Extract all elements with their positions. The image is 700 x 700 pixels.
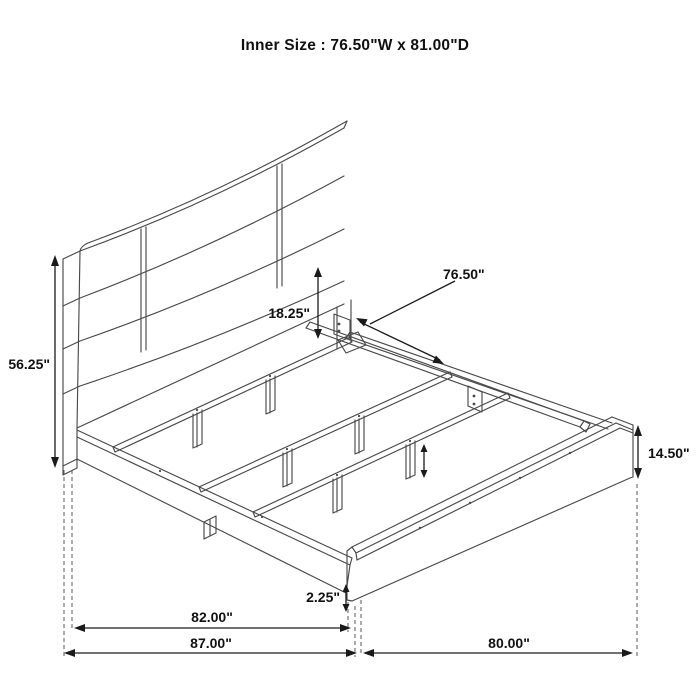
rail-left-top-front [77,437,350,565]
rail-right-bracket-bolts [473,395,476,406]
footboard-height-label: 14.50" [648,445,690,461]
headboard-height-label: 56.25" [8,356,50,372]
arrowhead [343,584,350,592]
rail-left-top-back [77,430,352,558]
arrowhead [314,267,322,277]
rail-right-top [350,332,612,423]
headboard-seam-left [141,227,146,352]
arrowhead [74,624,85,632]
rail-left-bolts [159,470,263,518]
footboard [347,417,633,601]
bed-structure [63,121,633,601]
arrowhead [51,457,59,468]
arrowhead [340,624,351,632]
arrowhead [314,329,322,339]
slat-leg [406,441,415,479]
slat-leg [355,416,364,454]
slat-leg [283,449,292,487]
arrowhead [634,468,642,479]
arrowhead [421,444,428,452]
arrowhead [634,425,642,436]
arrowhead [51,255,59,266]
footboard-bottom [352,478,630,601]
headboard-left-leg-foot [63,459,77,475]
panel-gap-label: 18.25" [268,305,310,321]
footboard-top-front [356,423,616,553]
rail-left-bottom [77,459,346,593]
overall-length-label: 87.00" [190,635,232,651]
dim-leader-inner-width [370,281,455,324]
headboard-top-edge [80,128,344,251]
headboard-channel-3 [80,281,344,386]
headboard-seam-right [277,164,282,288]
slat-screw-dots [196,375,411,476]
footboard-right-end [612,417,633,478]
headboard-bracket-bolts [338,323,341,333]
overall-width-label: 80.00" [488,635,530,651]
headboard-bottom-edge [77,304,344,428]
diagram-title: Inner Size : 76.50"W x 81.00"D [240,37,470,54]
rail-right-inner [346,332,608,429]
headboard-top-back-edge [88,121,347,243]
arrowhead [622,649,633,657]
arrowhead [363,649,374,657]
inner-width-label: 76.50" [443,266,485,282]
headboard-left-face-edge [77,251,80,461]
headboard-channel-2 [80,229,344,341]
side-rail-left [77,430,352,593]
footboard-top-back [352,417,612,547]
floor-gap-label: 2.25" [306,589,340,605]
arrowhead [64,649,75,657]
slat-leg [333,475,342,513]
headboard [63,121,366,475]
inner-length-label: 82.00" [191,609,233,625]
slat-system [113,337,510,517]
headboard-channel-1 [80,176,344,298]
arrowhead [421,470,428,478]
